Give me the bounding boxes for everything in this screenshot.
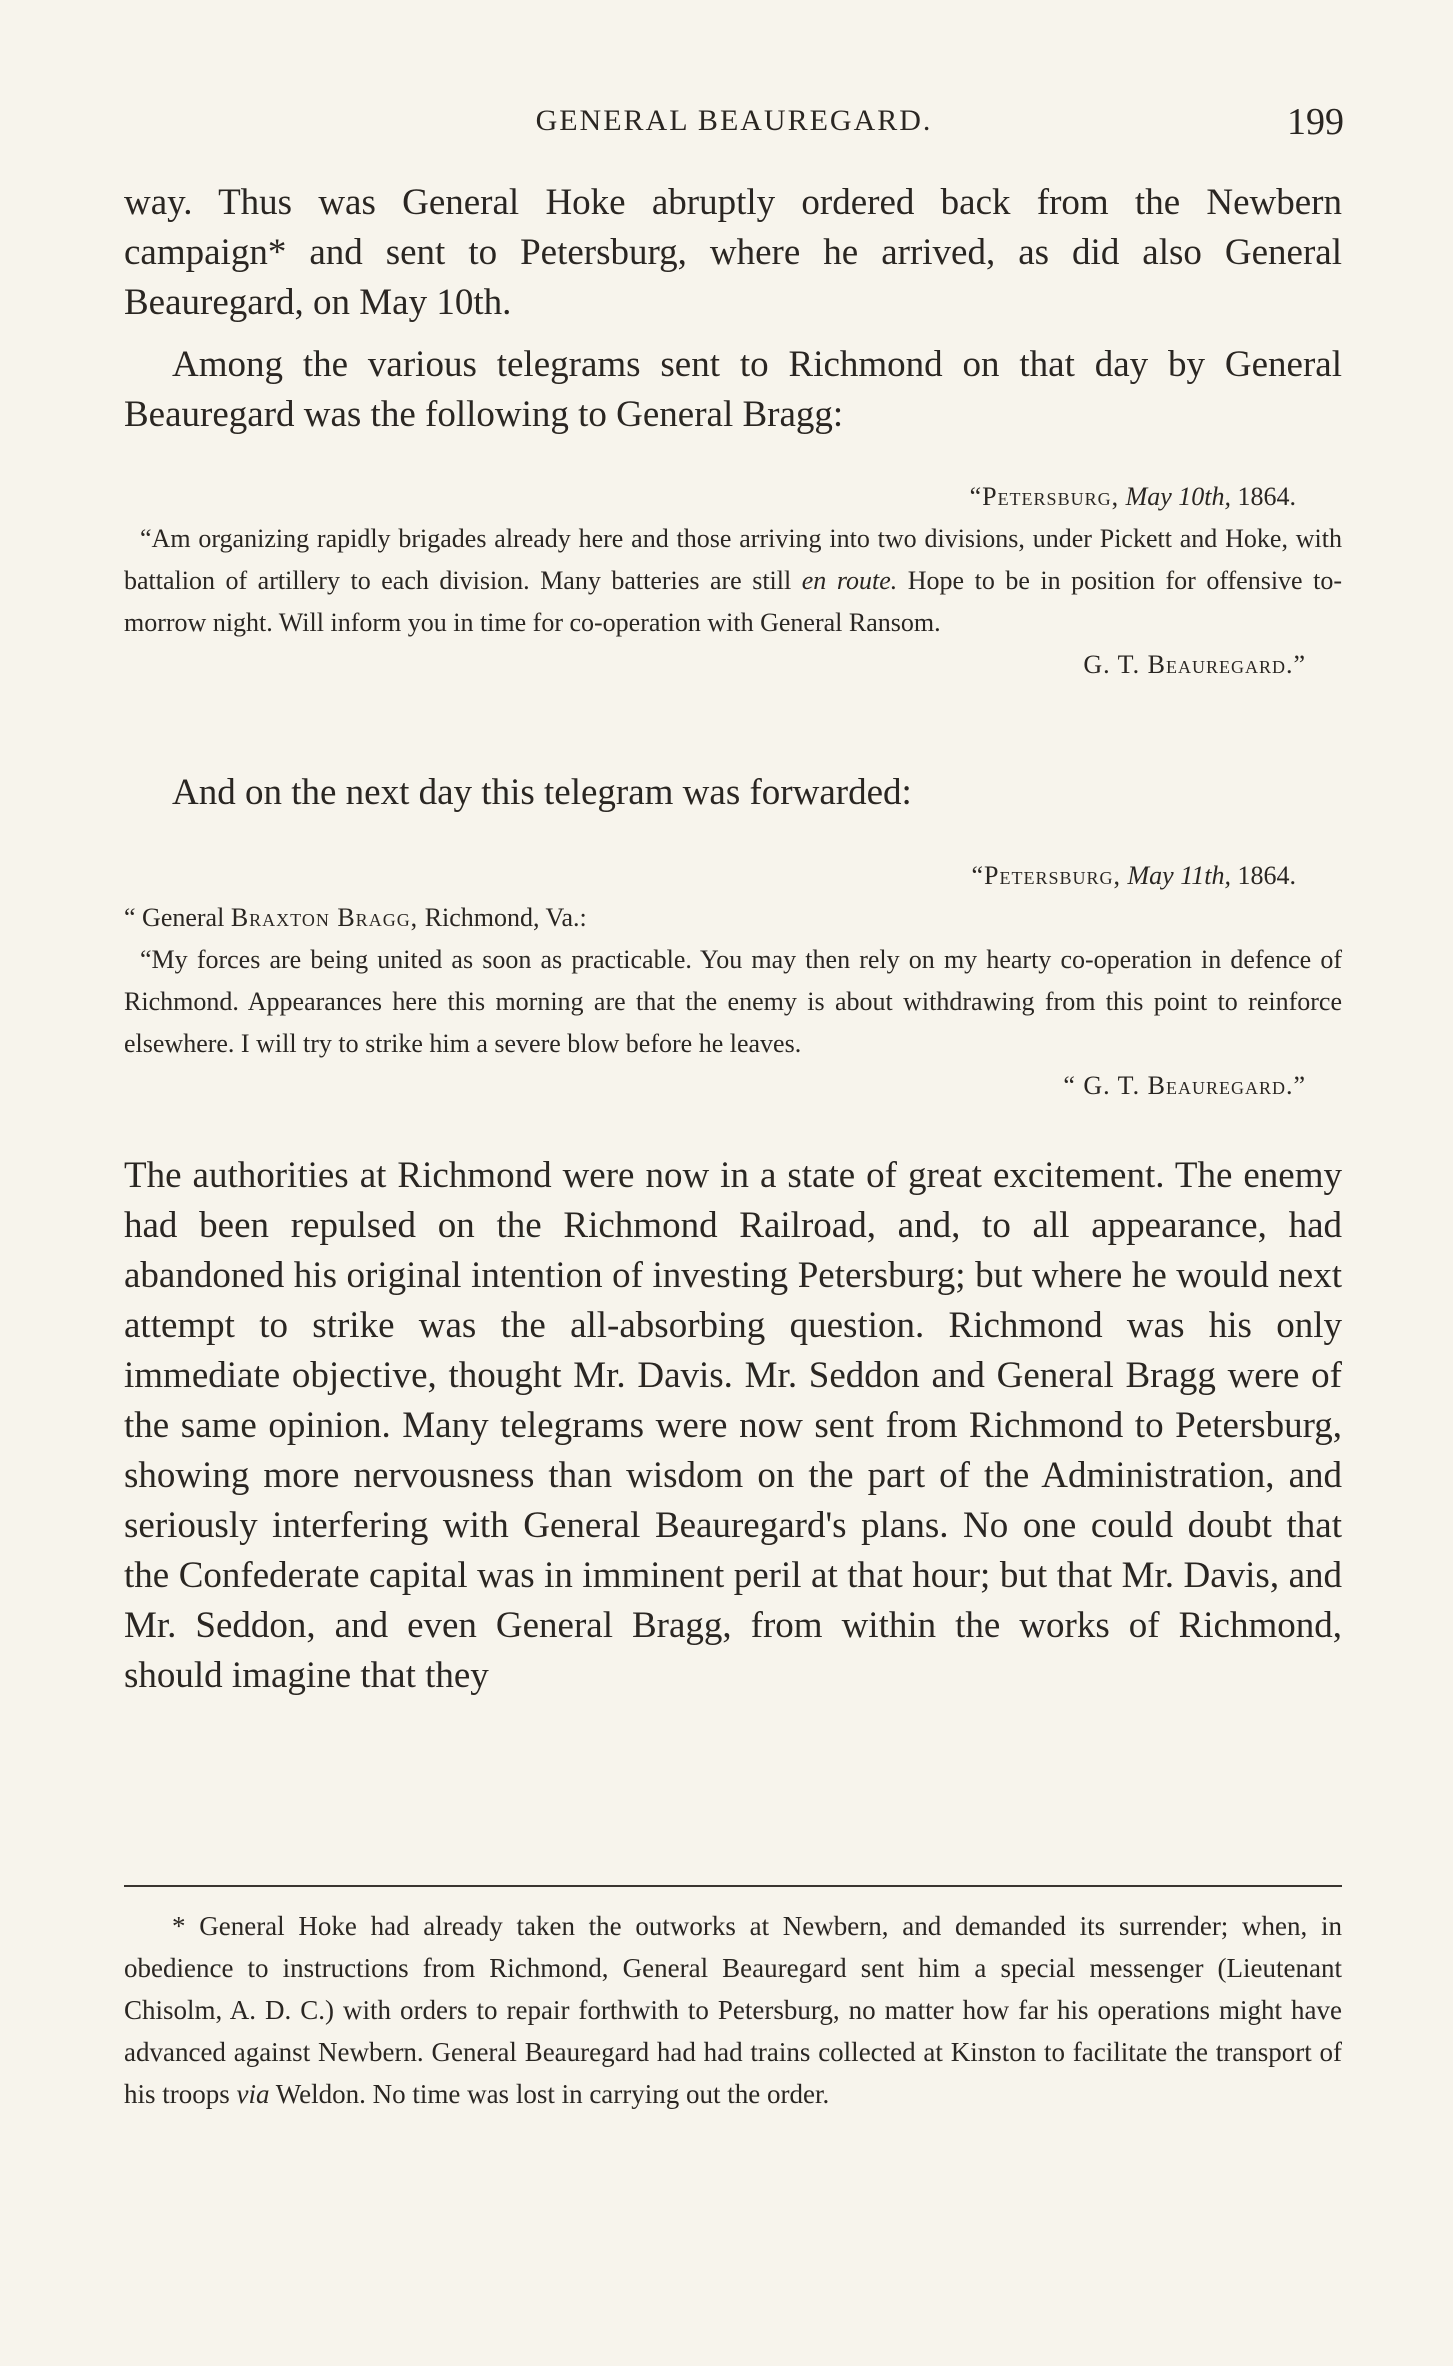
telegram-2-addressee: “ General Braxton Bragg, Richmond, Va.: (124, 903, 587, 932)
telegram-may-10 (124, 476, 1342, 686)
paragraph-3 (124, 768, 1342, 818)
running-title: GENERAL BEAUREGARD. (535, 104, 933, 137)
telegram-2-date: “Petersburg, May 11th, 1864. (971, 861, 1296, 890)
telegram-2-signature: “ G. T. Beauregard.” (1063, 1071, 1306, 1100)
footnote-rule (124, 1885, 1342, 1887)
page-number: 199 (1287, 101, 1344, 143)
running-head (124, 98, 1344, 148)
telegram-1-signature: G. T. Beauregard.” (1083, 650, 1306, 679)
telegram-1-body: “Am organizing rapidly brigades already here and those arriving into two divisions, under Pickett and Hoke, with battalion of artillery to each division. Many batteries are still en route. Hope to be in position for offensive to-morrow night. Will inform you in time for co-operation with General Ransom. (124, 524, 1342, 637)
paragraph-1: way. Thus was General Hoke abruptly ordered back from the Newbern campaign* and sent to Petersburg, where he arrived, as did also General Beauregard, on May 10th. (124, 182, 1342, 323)
telegram-2-body: “My forces are being united as soon as practicable. You may then rely on my hearty co-operation in defence of Richmond. Appearances here this morning are that the enemy is about withdrawing from this point to reinforce elsewhere. I will try to strike him a severe blow before he leaves. (124, 945, 1342, 1058)
footnote: * General Hoke had already taken the outworks at Newbern, and demanded its surrender; when, in obedience to instructions from Richmond, General Beauregard sent him a special messenger (Lieutenant Chisolm, A. D. C.) with orders to repair forthwith to Petersburg, no matter how far his operations might have advanced against Newbern. General Beauregard had had trains collected at Kinston to facilitate the transport of his troops via Weldon. No time was lost in carrying out the order. (124, 1911, 1342, 2109)
paragraph-4-text: The authorities at Richmond were now in a state of great excitement. The enemy had been repulsed on the Richmond Railroad, and, to all appearance, had abandoned his original intention of investing Petersburg; but where he would next attempt to strike was the all-absorbing question. Richmond was his only immediate objective, thought Mr. Davis. Mr. Seddon and General Bragg were of the same opinion. Many telegrams were now sent from Richmond to Petersburg, showing more nervousness than wisdom on the part of the Administration, and seriously interfering with General Beauregard's plans. No one could doubt that the Confederate capital was in imminent peril at that hour; but that Mr. Davis, and Mr. Seddon, and even General Bragg, from within the works of Richmond, should imagine that they (124, 1155, 1342, 1696)
paragraph-2 (124, 340, 1342, 440)
paragraph-2-text: Among the various telegrams sent to Richmond on that day by General Beauregard was the following to General Bragg: (124, 344, 1342, 435)
telegram-may-11 (124, 855, 1342, 1107)
telegram-1-date: “Petersburg, May 10th, 1864. (969, 482, 1296, 511)
paragraph-4 (124, 1151, 1342, 1701)
paragraph-3-text: And on the next day this telegram was forwarded: (172, 772, 912, 813)
